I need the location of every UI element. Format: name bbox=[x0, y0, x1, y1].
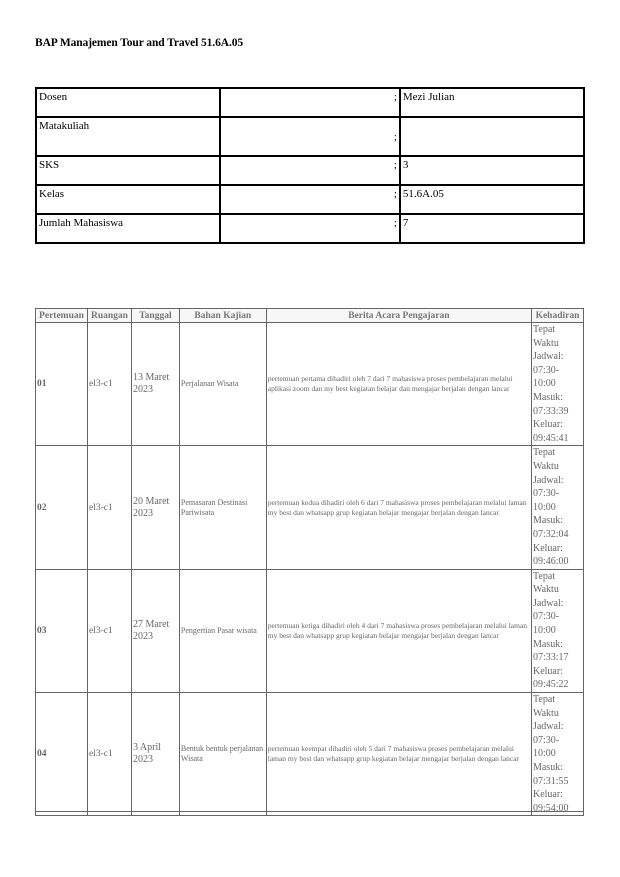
info-separator: ; bbox=[220, 88, 400, 117]
presence-line: 07:31:55 bbox=[532, 775, 569, 787]
presence-line: Tepat bbox=[532, 570, 556, 582]
info-label: Dosen bbox=[36, 88, 220, 117]
info-row-dosen bbox=[36, 88, 584, 117]
document-title: BAP Manajemen Tour and Travel 51.6A.05 bbox=[35, 37, 244, 49]
presence-line: 09:45:41 bbox=[532, 432, 569, 444]
teaching-report: pertemuan keempat dihadiri oleh 5 dari 7 mahasiswa proses pembelajaran melalui laman my best dan whatsapp grup kegiatan belajar mengajar berjalan dengan lancar bbox=[266, 693, 531, 816]
info-value: 3 bbox=[400, 156, 584, 185]
presence-line: 07:33:39 bbox=[532, 405, 569, 417]
info-value: 51.6A.05 bbox=[400, 185, 584, 214]
presence-line: Masuk: bbox=[532, 391, 563, 403]
table-row bbox=[36, 693, 584, 816]
presence-line: 07:30- bbox=[532, 364, 560, 376]
presence-line: Waktu bbox=[532, 584, 559, 596]
meeting-number: 02 bbox=[36, 446, 88, 569]
course-info-table bbox=[35, 87, 585, 244]
info-label: Matakuliah bbox=[36, 117, 220, 156]
header-berita-acara: Berita Acara Pengajaran bbox=[266, 309, 531, 323]
presence-line: Waktu bbox=[532, 460, 559, 472]
presence-line: Keluar: bbox=[532, 789, 563, 801]
table-continuation-line bbox=[35, 811, 584, 812]
study-topic: Bentuk bentuk perjalanan Wisata bbox=[179, 693, 266, 816]
study-topic: Perjalanan Wisata bbox=[179, 323, 266, 446]
teaching-report: pertemuan pertama dihadiri oleh 7 dari 7 mahasiswa proses pembelajaran melalui aplikasi zoom dan my best kegiatan belajar dan mengajar berjalan dengan lancar bbox=[266, 323, 531, 446]
study-topic: Pemasaran Destinasi Pariwisata bbox=[179, 446, 266, 569]
presence-info bbox=[531, 323, 583, 446]
info-row-matakuliah bbox=[36, 117, 584, 156]
info-label: Jumlah Mahasiswa bbox=[36, 214, 220, 243]
presence-line: Jadwal: bbox=[532, 474, 564, 486]
meeting-number: 03 bbox=[36, 569, 88, 692]
presence-line: 09:45:22 bbox=[532, 679, 569, 691]
presence-line: Jadwal: bbox=[532, 597, 564, 609]
info-value: 7 bbox=[400, 214, 584, 243]
room: el3-c1 bbox=[87, 323, 131, 446]
presence-line: 10:00 bbox=[532, 625, 556, 637]
presence-line: 07:32:04 bbox=[532, 528, 569, 540]
info-row-kelas bbox=[36, 185, 584, 214]
meeting-date: 3 April 2023 bbox=[131, 693, 179, 816]
presence-line: Keluar: bbox=[532, 419, 563, 431]
info-separator: ; bbox=[220, 185, 400, 214]
meeting-date: 13 Maret 2023 bbox=[131, 323, 179, 446]
info-separator: ; bbox=[220, 156, 400, 185]
attendance-header-row bbox=[36, 309, 584, 323]
presence-info bbox=[531, 446, 583, 569]
info-row-sks bbox=[36, 156, 584, 185]
table-row bbox=[36, 323, 584, 446]
room: el3-c1 bbox=[87, 446, 131, 569]
header-kehadiran: Kehadiran bbox=[531, 309, 583, 323]
room: el3-c1 bbox=[87, 693, 131, 816]
teaching-report: pertemuan kedua dihadiri oleh 6 dari 7 mahasiswa proses pembelajaran melalui laman my best dan whatsapp grup kegiatan belajar mengajar berjalan dengan lancar bbox=[266, 446, 531, 569]
info-value: Mezi Julian bbox=[400, 88, 584, 117]
info-row-jumlah-mahasiswa bbox=[36, 214, 584, 243]
presence-line: Masuk: bbox=[532, 515, 563, 527]
presence-line: Jadwal: bbox=[532, 721, 564, 733]
info-separator: ; bbox=[220, 117, 400, 156]
presence-line: 07:33:17 bbox=[532, 652, 569, 664]
presence-line: Keluar: bbox=[532, 665, 563, 677]
info-separator: ; bbox=[220, 214, 400, 243]
presence-line: Tepat bbox=[532, 324, 556, 335]
info-value bbox=[400, 117, 584, 156]
room: el3-c1 bbox=[87, 569, 131, 692]
table-row bbox=[36, 446, 584, 569]
presence-line: 10:00 bbox=[532, 501, 556, 513]
presence-line: Jadwal: bbox=[532, 351, 564, 363]
presence-line: 09:46:00 bbox=[532, 556, 569, 568]
presence-line: 07:30- bbox=[532, 488, 560, 500]
presence-line: Keluar: bbox=[532, 542, 563, 554]
presence-line: Masuk: bbox=[532, 638, 563, 650]
presence-info bbox=[531, 693, 583, 816]
presence-line: 07:30- bbox=[532, 734, 560, 746]
presence-line: 07:30- bbox=[532, 611, 560, 623]
meeting-number: 01 bbox=[36, 323, 88, 446]
presence-line: Masuk: bbox=[532, 762, 563, 773]
presence-line: Tepat bbox=[532, 447, 556, 459]
header-ruangan: Ruangan bbox=[87, 309, 131, 323]
presence-line: 10:00 bbox=[532, 748, 556, 760]
presence-line: Tepat bbox=[532, 694, 556, 706]
table-row bbox=[36, 569, 584, 692]
meeting-number: 04 bbox=[36, 693, 88, 816]
header-bahan-kajian: Bahan Kajian bbox=[179, 309, 266, 323]
presence-line: 09:54:00 bbox=[532, 802, 569, 814]
presence-info bbox=[531, 569, 583, 692]
header-pertemuan: Pertemuan bbox=[36, 309, 88, 323]
info-label: SKS bbox=[36, 156, 220, 185]
teaching-report: pertemuan ketiga dihadiri oleh 4 dari 7 mahasiswa proses pembelajaran melalui laman my best dan whatsapp grup kegiatan belajar mengajar berjalan dengan lancar bbox=[266, 569, 531, 692]
attendance-table bbox=[35, 308, 584, 816]
info-label: Kelas bbox=[36, 185, 220, 214]
meeting-date: 20 Maret 2023 bbox=[131, 446, 179, 569]
meeting-date: 27 Maret 2023 bbox=[131, 569, 179, 692]
header-tanggal: Tanggal bbox=[131, 309, 179, 323]
presence-line: Waktu bbox=[532, 707, 559, 719]
presence-line: 10:00 bbox=[532, 378, 556, 390]
study-topic: Pengertian Pasar wisata bbox=[179, 569, 266, 692]
presence-line: Waktu bbox=[532, 337, 559, 349]
